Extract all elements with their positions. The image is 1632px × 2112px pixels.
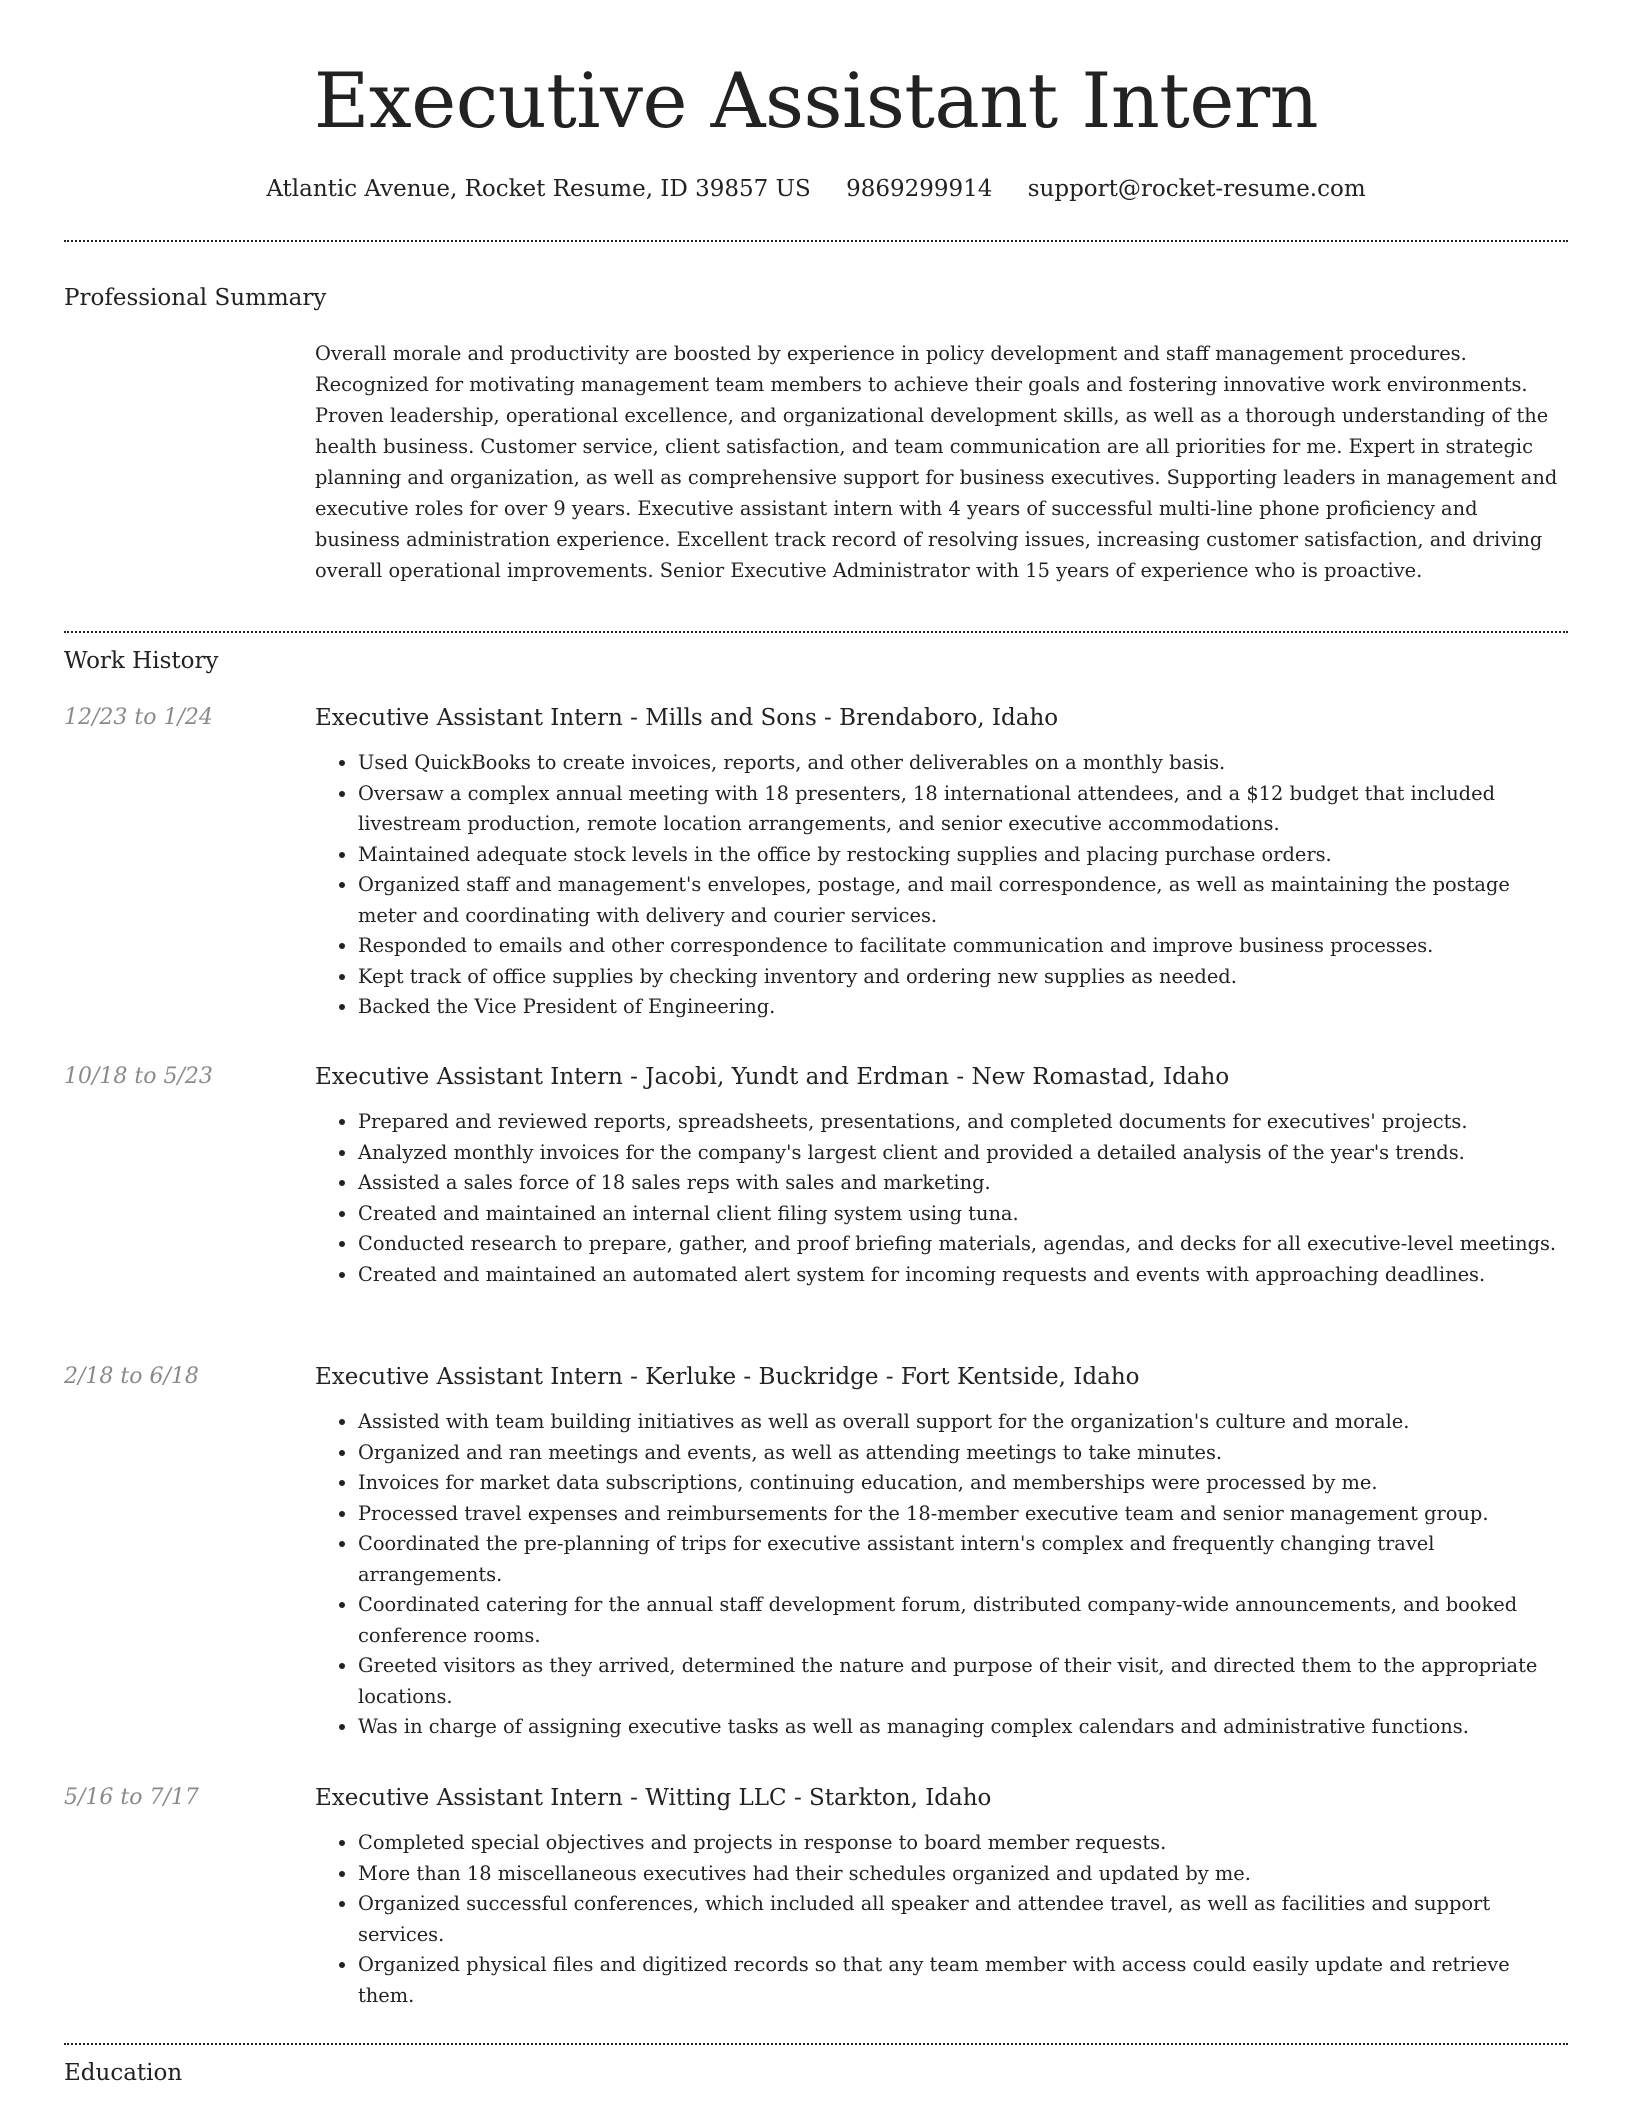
job-bullet: • Created and maintained an internal client filing system using tuna.	[358, 1199, 1560, 1230]
resume-name: Executive Assistant Intern	[313, 56, 1319, 145]
section-title-education: Education	[64, 2060, 183, 2086]
job-bullet: • Coordinated the pre-planning of trips for executive assistant intern's complex and frequently changing travel arrangements.	[358, 1529, 1560, 1590]
job-bullet: • Backed the Vice President of Engineering.	[358, 992, 1560, 1023]
job-bullet: • Analyzed monthly invoices for the company's largest client and provided a detailed analysis of the year's trends.	[358, 1138, 1560, 1169]
job-title: Executive Assistant Intern - Witting LLC - Starkton, Idaho	[315, 1785, 992, 1811]
summary-divider	[64, 631, 1568, 633]
job-dates: 2/18 to 6/18	[64, 1364, 199, 1389]
job-bullet-list	[315, 1828, 1560, 2011]
job-bullet: • Organized and ran meetings and events, as well as attending meetings to take minutes.	[358, 1438, 1560, 1469]
job-bullet-list	[315, 748, 1560, 1023]
job-title: Executive Assistant Intern - Mills and Sons - Brendaboro, Idaho	[315, 705, 1059, 731]
job-bullet-list	[315, 1107, 1560, 1290]
job-bullet: • Conducted research to prepare, gather, and proof briefing materials, agendas, and decks for all executive-level meetings.	[358, 1229, 1560, 1260]
section-title-work-history: Work History	[64, 648, 219, 674]
job-bullet: • Processed travel expenses and reimbursements for the 18-member executive team and senior management group.	[358, 1499, 1560, 1530]
work-history-divider	[64, 2043, 1568, 2045]
summary-text: Overall morale and productivity are boosted by experience in policy development and staff management procedures. Recognized for motivating management team members to achieve their goals and fostering innovative work environments. Proven leadership, operational excellence, and organizational development skills, as well as a thorough understanding of the health business. Customer service, client satisfaction, and team communication are all priorities for me. Expert in strategic planning and organization, as well as comprehensive support for business executives. Supporting leaders in management and executive roles for over 9 years. Executive assistant intern with 4 years of successful multi-line phone proficiency and business administration experience. Excellent track record of resolving issues, increasing customer satisfaction, and driving overall operational improvements. Senior Executive Administrator with 15 years of experience who is proactive.	[315, 342, 1558, 582]
job-bullet: • Invoices for market data subscriptions, continuing education, and memberships were processed by me.	[358, 1468, 1560, 1499]
section-title-summary: Professional Summary	[64, 285, 327, 311]
job-bullet: • Assisted with team building initiatives as well as overall support for the organization's culture and morale.	[358, 1407, 1560, 1438]
job-title: Executive Assistant Intern - Jacobi, Yundt and Erdman - New Romastad, Idaho	[315, 1064, 1230, 1090]
job-bullet: • Was in charge of assigning executive tasks as well as managing complex calendars and administrative functions.	[358, 1712, 1560, 1743]
job-bullet: • Organized successful conferences, which included all speaker and attendee travel, as well as facilities and support services.	[358, 1889, 1560, 1950]
job-dates: 5/16 to 7/17	[64, 1785, 199, 1810]
job-bullet: • Prepared and reviewed reports, spreadsheets, presentations, and completed documents for executives' projects.	[358, 1107, 1560, 1138]
contact-line	[64, 170, 1568, 208]
job-bullet: • Completed special objectives and projects in response to board member requests.	[358, 1828, 1560, 1859]
job-dates: 10/18 to 5/23	[64, 1064, 213, 1089]
job-bullet: • Assisted a sales force of 18 sales reps with sales and marketing.	[358, 1168, 1560, 1199]
job-bullet: • Organized physical files and digitized records so that any team member with access could easily update and retrieve them.	[358, 1950, 1560, 2011]
job-bullet: • More than 18 miscellaneous executives had their schedules organized and updated by me.	[358, 1859, 1560, 1890]
job-bullet: • Coordinated catering for the annual staff development forum, distributed company-wide announcements, and booked conference rooms.	[358, 1590, 1560, 1651]
job-bullet-list	[315, 1407, 1560, 1743]
job-bullet: • Responded to emails and other correspondence to facilitate communication and improve business processes.	[358, 931, 1560, 962]
header-divider	[64, 240, 1568, 242]
job-bullet: • Kept track of office supplies by checking inventory and ordering new supplies as needed.	[358, 962, 1560, 993]
job-bullet: • Used QuickBooks to create invoices, reports, and other deliverables on a monthly basis.	[358, 748, 1560, 779]
job-bullet: • Created and maintained an automated alert system for incoming requests and events with approaching deadlines.	[358, 1260, 1560, 1291]
job-title: Executive Assistant Intern - Kerluke - Buckridge - Fort Kentside, Idaho	[315, 1364, 1140, 1390]
contact-address: Atlantic Avenue, Rocket Resume, ID 39857 US	[266, 176, 811, 202]
job-bullet: • Greeted visitors as they arrived, determined the nature and purpose of their visit, and directed them to the appropriate locations.	[358, 1651, 1560, 1712]
resume-page	[64, 0, 1568, 2112]
contact-phone: 9869299914	[846, 176, 993, 202]
job-bullet: • Organized staff and management's envelopes, postage, and mail correspondence, as well as maintaining the postage meter and coordinating with delivery and courier services.	[358, 870, 1560, 931]
job-dates: 12/23 to 1/24	[64, 705, 213, 730]
job-bullet: • Oversaw a complex annual meeting with 18 presenters, 18 international attendees, and a $12 budget that included livestream production, remote location arrangements, and senior executive accommodations.	[358, 779, 1560, 840]
contact-email: support@rocket-resume.com	[1027, 176, 1366, 202]
job-bullet: • Maintained adequate stock levels in the office by restocking supplies and placing purchase orders.	[358, 840, 1560, 871]
